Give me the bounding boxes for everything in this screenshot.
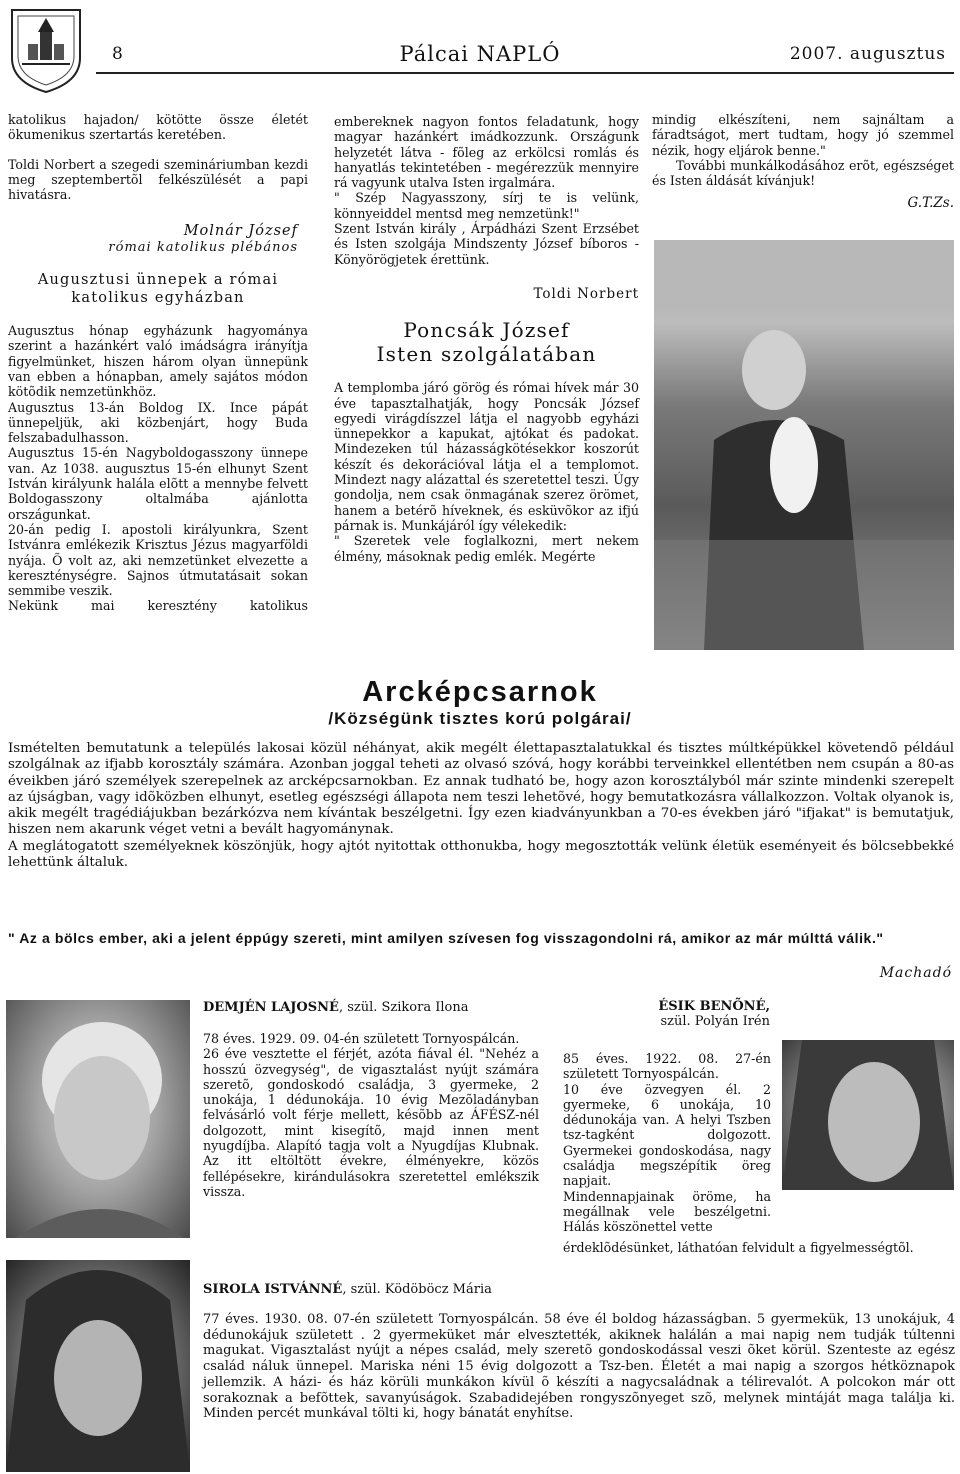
col1-paragraph: 20-án pedig I. apostoli királyunkra, Szent Istvánra emlékezik Krisztus Jézus magyarföldi nyája. Õ volt az, aki nemzetünket elvezette a kereszténységre. Sajnos útmutatásait sokan semmibe veszik. xyxy=(8,521,308,599)
header-rule xyxy=(96,72,954,74)
col1-paragraph: Augusztus hónap egyházunk hagyománya szerint a hazánkért való imádságra irányítja figyelmünket, hiszen három olyan ünnepünk van ebben a hónapban, amely sajátos módon kötõdik nemzetünkhöz. xyxy=(8,323,308,400)
article-title-line: Isten szolgálatában xyxy=(376,342,597,367)
issue-date: 2007. augusztus xyxy=(789,44,946,64)
col3-paragraph: További munkálkodásához erõt, egészséget és Isten áldását kívánjuk! xyxy=(652,157,954,189)
profile-name-main: ÉSIK BENÕNÉ, xyxy=(658,999,770,1014)
author-initials: G.T.Zs. xyxy=(907,195,954,212)
gallery-intro-paragraph: A meglátogatott személyeknek köszönjük, hogy ajtót nyitottak otthonukba, hogy megosztották velünk életük eseményeit és bölcsebbekké lehettünk általuk. xyxy=(8,838,954,871)
col1-paragraph: Toldi Norbert a szegedi szemináriumban kezdi meg szeptembertõl felkészülését a papi hivatásra. xyxy=(8,156,308,203)
profile-maiden-name: , szül. Ködöböcz Mária xyxy=(342,1282,492,1297)
quote-author: Machadó xyxy=(879,965,952,981)
newspaper-name: Pálcai NAPLÓ xyxy=(399,42,561,66)
col2-paragraph: " Szeretek vele foglalkozni, mert nekem élmény, másoknak pedig emlék. Megérte xyxy=(334,533,639,564)
column-3 xyxy=(652,112,954,212)
col3-paragraph: mindig elkészíteni, nem sajnáltam a fáradtságot, mert tudtam, hogy jó szemmel nézik, hogy eljárok benne." xyxy=(652,112,954,158)
profile-name xyxy=(203,1000,523,1015)
profile-paragraph: 85 éves. 1922. 08. 27-én született Tornyospálcán. xyxy=(563,1051,771,1082)
profile-text xyxy=(203,1031,539,1199)
author-name: Molnár József xyxy=(183,223,298,240)
photo-poncsak-jozsef xyxy=(654,240,954,650)
author-role: római katolikus plébános xyxy=(108,239,298,255)
profile-paragraph: érdeklõdésünket, láthatóan felvidult a figyelmességtõl. xyxy=(563,1240,914,1255)
col1-paragraph: Nekünk mai keresztény katolikus xyxy=(8,598,308,614)
profile-paragraph: 26 éve vesztette el férjét, azóta fiával él. "Nehéz a hosszú özvegység", de vigasztalást nyújt számára szeretõ, gondoskodó családja, 3 gyermeke, 2 unokája, 1 dédunokája. 10 évig Mezõladányban felvásárló volt férje mellett, késõbb az ÁFÉSZ-nél dolgozott, mint kisegítõ, majd innen ment nyugdíjba. Alapító tagja volt a Nyugdíjas Klubnak. Az itt eltöltött évekre, élményekre, közös fellépésekre, kirándulásokra szeretettel emlékszik vissza. xyxy=(203,1046,539,1199)
photo-esik-benone xyxy=(782,1040,954,1190)
quote: " Az a bölcs ember, aki a jelent éppúgy szereti, mint amilyen szívesen fog visszagondolni rá, amikor az már múlttá válik." xyxy=(8,930,884,946)
gallery-intro-paragraph: Ismételten bemutatunk a település lakosai közül néhányat, akik megélt élettapasztalatukkal és tisztes múltképükkel követendõ például szolgálnak az ifjabb korosztály számára. Azonban joggal teheti az olvasó szóvá, hogy korábbi terveinkkel ellentétben nem csupán a 80-as éveikben járó személyek szerepelnek az arcképcsarnokban. Ez annak tudható be, hogy azon korosztályból már szinte mindenki szerepelt az újságban, vagy idõközben elhunyt, esetleg egészségi állapota nem teszi lehetõvé, hogy bemutatkozásra vállalkozzon. Voltak olyanok is, akik megélt tragédiájukban bezárkózva nem kívántak beszélgetni. Így ezen kiadványunkban a 70-es években járó "ifjakat" is bemutatjuk, hiszen nem akarunk véget vetni a bevált hagyománynak. xyxy=(8,741,954,838)
profile-maiden-name: szül. Polyán Irén xyxy=(660,1014,770,1029)
article-title xyxy=(334,318,639,366)
profile-text xyxy=(563,1051,771,1235)
photo-demjen-lajosne xyxy=(6,1000,190,1238)
column-2 xyxy=(334,114,639,564)
col2-paragraph: " Szép Nagyasszony, sírj te is velünk, könnyeiddel mentsd meg nemzetünk!" xyxy=(334,190,639,221)
page-number: 8 xyxy=(112,44,123,64)
gallery-intro xyxy=(8,741,954,871)
article-signoff: Toldi Norbert xyxy=(533,285,639,302)
col1-paragraph: katolikus hajadon/ kötötte össze életét ökumenikus szertartás keretében. xyxy=(8,112,308,143)
col1-paragraph: Augusztus 13-án Boldog IX. Ince pápát ünnepeljük, aki közbenjárt, hogy Buda felszabadulhasson. xyxy=(8,399,308,446)
gallery-title: Arcképcsarnok xyxy=(362,676,598,708)
section-title: Augusztusi ünnepek a római katolikus egyházban xyxy=(37,272,279,307)
profile-paragraph: 78 éves. 1929. 09. 04-én született Tornyospálcán. xyxy=(203,1031,520,1046)
gallery-subtitle: /Községünk tisztes korú polgárai/ xyxy=(328,709,632,728)
profile-paragraph: 10 éve özvegyen él. 2 gyermeke, 6 unokája, 10 dédunokája van. A helyi Tszben tsz-tagként dolgozott. Gyermekei gondoskodása, nagy családja megszépítik öreg napjait. xyxy=(563,1081,771,1189)
article-title-line: Poncsák József xyxy=(403,318,570,343)
column-1 xyxy=(8,112,308,614)
photo-sirola-istvanne xyxy=(6,1260,190,1472)
col2-paragraph: A templomba járó görög és római hívek már 30 éve tapasztalhatják, hogy Poncsák József egyedi virágdíszzel látja el nagyobb egyházi ünnepekkor a kapukat, ajtókat és padokat. Mindezeken túl házasságkötésekkor koszorút készít és dekorációval látja el a templomot. Mindezt nagy alázattal és szeretettel teszi. Úgy gondolja, nem csak önmagának szerez örömet, hanem a betérõ híveknek, és esküvõkor az ifjú párnak is. Munkájáról így vélekedik: xyxy=(334,380,639,533)
profile-maiden-name: , szül. Szikora Ilona xyxy=(338,1000,469,1015)
profile-name xyxy=(203,1282,603,1297)
profile-paragraph: Mindennapjainak öröme, ha megállnak vele beszélgetni. Hálás köszönettel vette xyxy=(563,1188,771,1235)
col1-paragraph: Augusztus 15-én Nagyboldogasszony ünnepe van. Az 1038. augusztus 15-én elhunyt Szent István királyunk halála elõtt a mennybe felvett Boldogasszony oltalmába ajánlotta országunkat. xyxy=(8,445,308,522)
col2-paragraph: embereknek nagyon fontos feladatunk, hogy magyar hazánkért imádkozzunk. Országunk helyzetét látva - fõleg az erkölcsi romlás és hanyatlás tekintetében - megérezzük mennyire rá vagyunk utalva Isten irgalmára. xyxy=(334,114,639,191)
profile-text: 77 éves. 1930. 08. 07-én született Tornyospálcán. 58 éve él boldog házasságban. 5 gyermekük, 13 unokájuk, 4 dédunokájuk született . 2 gyermeküket már elvesztették, akiknek halálán a mai napig nem tudják túltenni magukat. Vigasztalást nyújt a népes család, mely szeretõ gondoskodással veszi õket körül. Szenteste az egész család náluk ünnepel. Mariska néni 15 évig dolgozott a Tsz-ben. Életét a mai napig a szorgos hétköznapok jellemzik. A házi- és ház körüli munkákon kívül õ készíti a nagycsaládnak a télirevalót. A polcokon már ott sorakoznak a befõttek, savanyúságok. Szabadidejében rongyszõnyeget szõ, melynek mintáját maga találja ki. Minden percét munkával tölti ki, hogy bánatát enyhítse. xyxy=(203,1312,955,1422)
col2-paragraph: Szent István király , Árpádházi Szent Erzsébet és Isten szolgája Mindszenty József bíboros - Könyörögjetek érettünk. xyxy=(334,221,639,267)
profile-name-main: SIROLA ISTVÁNNÉ xyxy=(203,1282,343,1297)
profile-name-main: DEMJÉN LAJOSNÉ xyxy=(203,1000,339,1015)
profile-name xyxy=(560,999,770,1029)
